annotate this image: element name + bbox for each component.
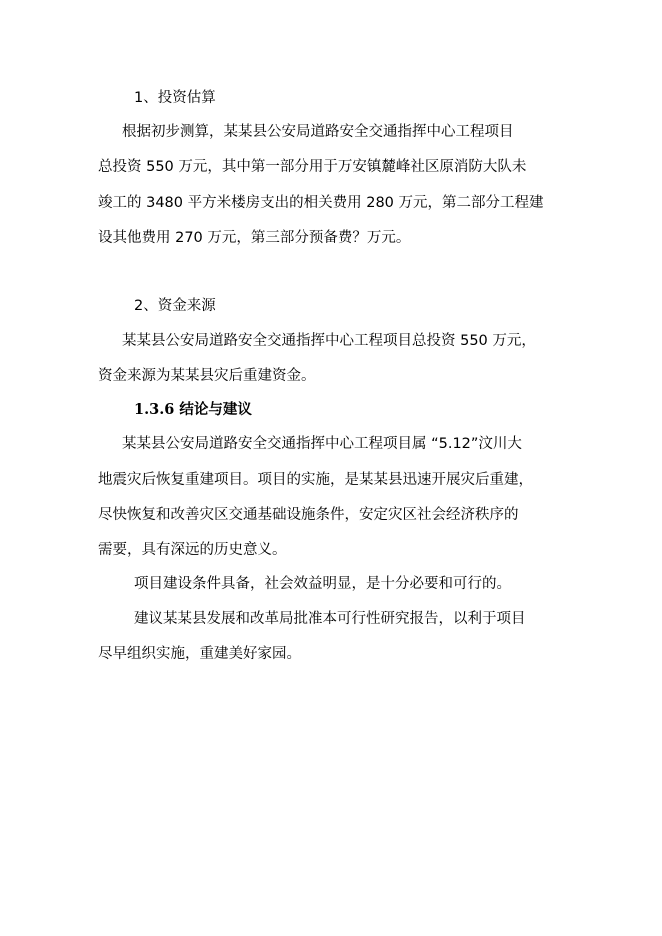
paragraph-line: 尽快恢复和改善灾区交通基础设施条件，安定灾区社会经济秩序的 <box>98 507 519 523</box>
section-heading-investment: 1、投资估算 <box>134 90 216 106</box>
paragraph-line: 建议某某县发展和改革局批准本可行性研究报告，以利于项目 <box>134 611 526 627</box>
paragraph-line: 尽早组织实施，重建美好家园。 <box>98 646 301 662</box>
paragraph-line: 某某县公安局道路安全交通指挥中心工程项目总投资 550 万元， <box>122 333 536 349</box>
paragraph-line: 地震灾后恢复重建项目。项目的实施，是某某县迅速开展灾后重建， <box>98 472 533 488</box>
paragraph-line: 项目建设条件具备，社会效益明显，是十分必要和可行的。 <box>134 576 511 592</box>
paragraph-line: 资金来源为某某县灾后重建资金。 <box>98 368 316 384</box>
paragraph-line: 某某县公安局道路安全交通指挥中心工程项目属 “5.12”汶川大 <box>122 436 522 452</box>
paragraph-line: 需要，具有深远的历史意义。 <box>98 542 287 558</box>
section-heading-funding: 2、资金来源 <box>134 298 216 314</box>
paragraph-line: 竣工的 3480 平方米楼房支出的相关费用 280 万元，第二部分工程建 <box>98 195 544 211</box>
paragraph-line: 设其他费用 270 万元，第三部分预备费？万元。 <box>98 230 411 246</box>
paragraph-line: 总投资 550 万元，其中第一部分用于万安镇麓峰社区原消防大队未 <box>98 159 527 175</box>
paragraph-line: 根据初步测算，某某县公安局道路安全交通指挥中心工程项目 <box>122 124 514 140</box>
section-heading-conclusion: 1.3.6 结论与建议 <box>134 401 252 418</box>
